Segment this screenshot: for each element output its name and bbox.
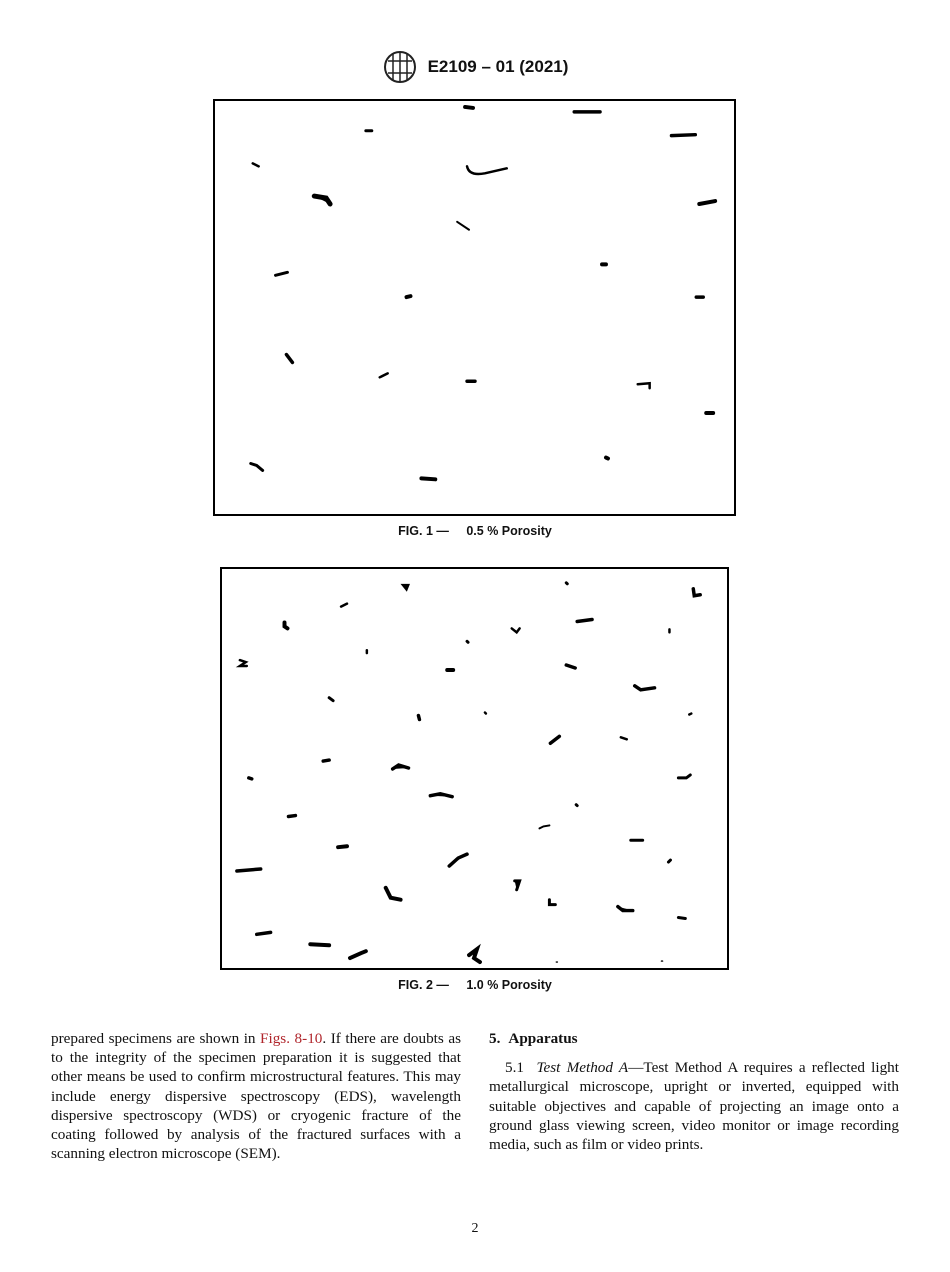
figs-8-10-link[interactable]: Figs. 8-10 bbox=[260, 1030, 323, 1047]
section-title: Apparatus bbox=[508, 1030, 578, 1047]
paragraph-number: 5.1 bbox=[505, 1059, 524, 1077]
figure-2-title: 1.0 % Porosity bbox=[466, 978, 552, 992]
left-column-text-start: prepared specimens are shown in bbox=[51, 1030, 261, 1047]
figure-2-caption bbox=[0, 978, 950, 992]
right-column-text bbox=[489, 1029, 899, 1154]
figure-1-pores bbox=[215, 101, 734, 514]
page-number: 2 bbox=[471, 1221, 479, 1236]
figure-2-pores bbox=[222, 569, 727, 968]
figure-1-title: 0.5 % Porosity bbox=[466, 524, 552, 538]
figure-2-label: FIG. 2 — bbox=[398, 978, 449, 992]
left-column-text bbox=[51, 1029, 461, 1163]
standard-designation: E2109 – 01 (2021) bbox=[427, 57, 569, 76]
figure-1-caption bbox=[0, 524, 950, 538]
astm-logo-icon bbox=[382, 50, 418, 84]
figure-1-porosity-micrograph bbox=[213, 99, 736, 516]
left-column-text-end: . If there are doubts as to the integrity of the specimen preparation it is suggested that other means be used to confirm microstructural features. This may include energy dispersive spectroscopy (EDS), wavelength dispersive spectroscopy (WDS) or cryogenic fracture of the coating followed by analysis of the fractured surfaces with a scanning electron microscope (SEM). bbox=[51, 1030, 461, 1163]
paragraph-text: —Test Method A requires a reflected light metallurgical microscope, upright or inverted, equipped with suitable objectives and capable of projecting an image onto a ground glass viewing screen, video monitor or image recording media, such as film or video prints. bbox=[489, 1059, 899, 1154]
figure-2-porosity-micrograph bbox=[220, 567, 729, 970]
test-method-label: Test Method A bbox=[536, 1059, 629, 1077]
page-header bbox=[0, 50, 950, 84]
section-number: 5. bbox=[489, 1030, 501, 1047]
figure-1-label: FIG. 1 — bbox=[398, 524, 449, 538]
section-heading bbox=[489, 1029, 899, 1048]
paragraph-5-1 bbox=[489, 1058, 899, 1154]
